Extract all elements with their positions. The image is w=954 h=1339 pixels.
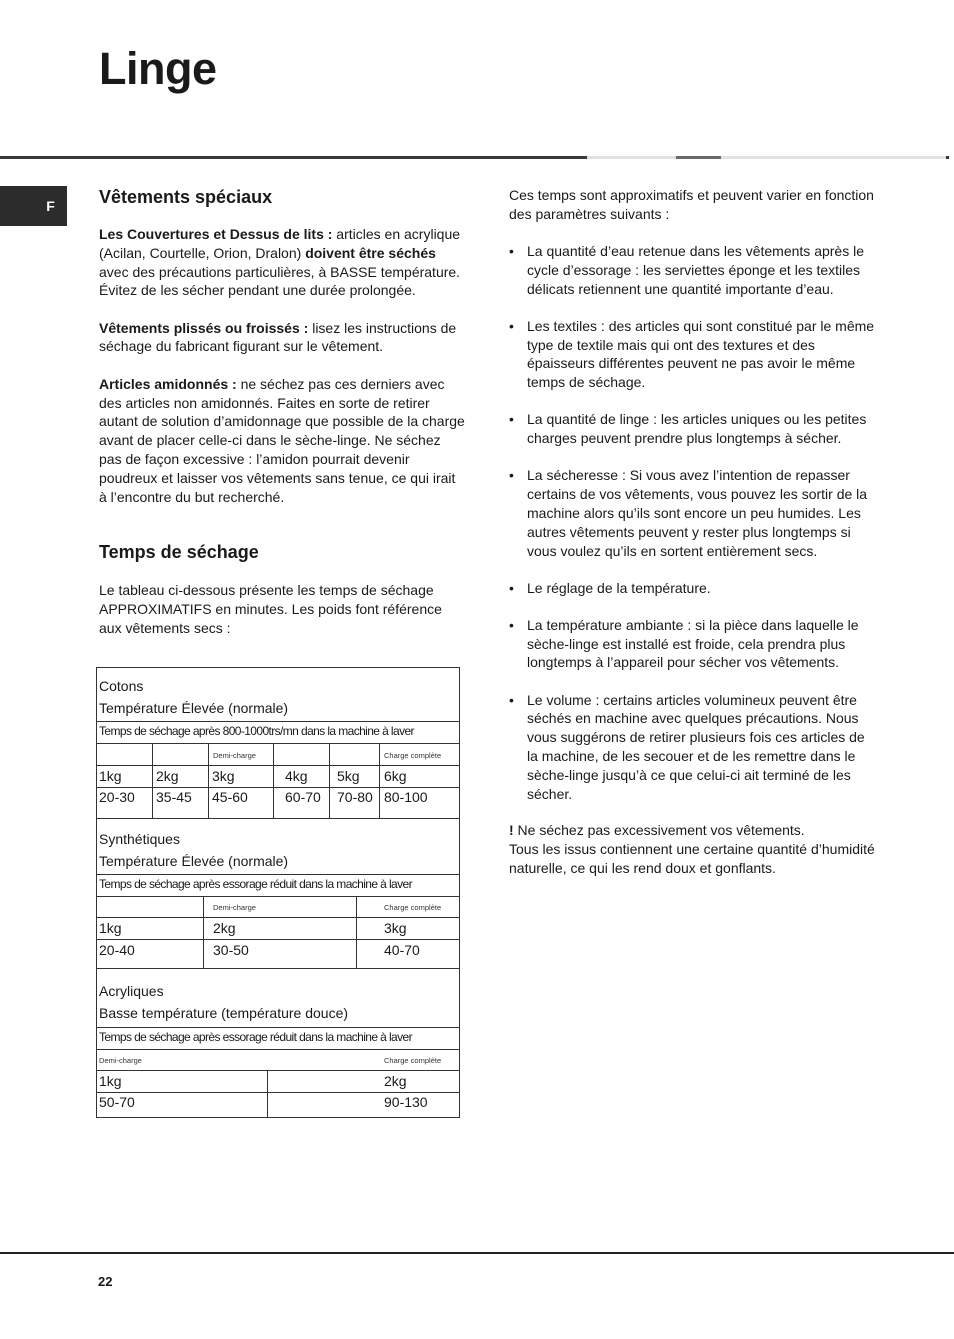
cotton-time: 45-60 bbox=[212, 789, 248, 805]
footer-rule bbox=[0, 1252, 954, 1254]
drying-time-table bbox=[96, 667, 460, 1118]
cotton-time: 70-80 bbox=[337, 789, 373, 805]
synthetic-time: 30-50 bbox=[213, 942, 249, 958]
list-item: • La quantité de linge : les articles uniques ou les petites charges peuvent prendre plus longtemps à sécher. bbox=[509, 410, 879, 448]
text-starched: ne séchez pas ces derniers avec des articles non amidonnés. Faites en sorte de retirer autant de solution d’amidonnage que possible de la charge avant de placer celle-ci dans le sèche-linge. Ne séchez pas de façon excessive : l’amidon pourrait devenir poudreux et laisser vos vêtements sans tenue, ce qui irait à l’encontre du but recherché. bbox=[99, 375, 465, 505]
cotton-half-load-label: Demi-charge bbox=[213, 751, 256, 760]
cotton-weight: 2kg bbox=[156, 768, 179, 784]
header-rule-mid bbox=[676, 156, 721, 159]
list-item: • La sécheresse : Si vous avez l’intention de repasser certains de vos vêtements, vous pouvez les sortir de la machine alors qu’ils sont encore un peu humides. Les autres vêtements peuvent y rester plus longtemps si vous voulez qu’ils en sortent entièrement secs. bbox=[509, 466, 879, 560]
cotton-time: 20-30 bbox=[99, 789, 135, 805]
list-item: • La quantité d’eau retenue dans les vêtements après le cycle d’essorage : les serviettes éponge et les textiles délicats retiennent une quantité importante d’eau. bbox=[509, 242, 879, 298]
acrylic-note: Temps de séchage après essorage réduit dans la machine à laver bbox=[99, 1030, 413, 1044]
list-item: • Le volume : certains articles volumineux peuvent être séchés en machine avec quelques précautions. Nous vous suggérons de retirer plusieurs fois ces articles de la machine, de les secouer et de les remettre dans le sèche-linge jusqu’à ce que celui-ci ait terminé de les sécher. bbox=[509, 691, 879, 804]
header-rule-light-2 bbox=[721, 156, 946, 159]
cotton-weight: 3kg bbox=[212, 768, 235, 784]
factors-list bbox=[509, 242, 879, 803]
left-column bbox=[99, 186, 465, 638]
col-divider bbox=[273, 743, 274, 818]
divider bbox=[97, 939, 459, 940]
acrylic-title: Acryliques bbox=[99, 983, 164, 999]
paragraph-drying-intro: Le tableau ci-dessous présente les temps de séchage APPROXIMATIFS en minutes. Les poids font référence aux vêtements secs : bbox=[99, 582, 442, 636]
label-must-dry: doivent être séchés bbox=[305, 244, 436, 261]
warning-explanation: Tous les issus contiennent une certaine quantité d’humidité naturelle, ce qui les rend doux et gonflants. bbox=[509, 841, 875, 877]
synthetic-time: 20-40 bbox=[99, 942, 135, 958]
divider bbox=[97, 1049, 459, 1050]
cotton-weight: 5kg bbox=[337, 768, 360, 784]
paragraph-starched bbox=[99, 375, 465, 507]
synthetic-weight: 1kg bbox=[99, 920, 122, 936]
list-item: • La température ambiante : si la pièce dans laquelle le sèche-linge est installé est froide, cela prendra plus longtemps à l’appareil pour sécher vos vêtements. bbox=[509, 616, 879, 672]
synthetic-title: Synthétiques bbox=[99, 831, 180, 847]
right-column bbox=[509, 186, 879, 878]
divider bbox=[97, 818, 459, 819]
section-heading-special-garments: Vêtements spéciaux bbox=[99, 187, 273, 207]
list-item: • Les textiles : des articles qui sont constitué par le même type de textile mais qui ont des textures et des épaisseurs différentes peuvent ne pas avoir le même temps de séchage. bbox=[509, 317, 879, 392]
acrylic-half-load-label: Demi-charge bbox=[99, 1056, 142, 1065]
divider bbox=[97, 1027, 459, 1028]
synthetic-weight: 2kg bbox=[213, 920, 236, 936]
synthetic-full-load-label: Charge complète bbox=[384, 903, 442, 912]
paragraph-blankets bbox=[99, 225, 465, 300]
cotton-weight: 4kg bbox=[285, 768, 308, 784]
acrylic-weight: 1kg bbox=[99, 1073, 122, 1089]
cotton-time: 80-100 bbox=[384, 789, 428, 805]
warning-icon: ! bbox=[509, 822, 514, 839]
header-rule bbox=[0, 156, 587, 159]
col-divider bbox=[152, 743, 153, 818]
cotton-note: Temps de séchage après 800-1000trs/mn dans la machine à laver bbox=[99, 724, 414, 738]
paragraph-factors-intro: Ces temps sont approximatifs et peuvent varier en fonction des paramètres suivants : bbox=[509, 187, 874, 222]
label-starched: Articles amidonnés : bbox=[99, 375, 237, 392]
cotton-time: 35-45 bbox=[156, 789, 192, 805]
label-blankets: Les Couvertures et Dessus de lits : bbox=[99, 226, 333, 242]
header-rule-dot bbox=[946, 156, 949, 159]
section-heading-drying-times: Temps de séchage bbox=[99, 542, 259, 563]
cotton-weight: 6kg bbox=[384, 768, 407, 784]
header-rule-light bbox=[587, 156, 676, 159]
list-item: • Le réglage de la température. bbox=[509, 579, 879, 598]
col-divider bbox=[267, 1070, 268, 1117]
acrylic-time: 50-70 bbox=[99, 1094, 135, 1110]
divider bbox=[97, 721, 459, 722]
divider bbox=[97, 1070, 459, 1071]
label-pleated: Vêtements plissés ou froissés : bbox=[99, 319, 309, 336]
text-pleated: lisez les instructions de séchage du fabricant figurant sur le vêtement. bbox=[99, 319, 457, 355]
acrylic-time: 90-130 bbox=[384, 1094, 428, 1110]
synthetic-weight: 3kg bbox=[384, 920, 407, 936]
col-divider bbox=[203, 896, 204, 968]
synthetic-time: 40-70 bbox=[384, 942, 420, 958]
divider bbox=[97, 968, 459, 969]
cotton-time: 60-70 bbox=[285, 789, 321, 805]
col-divider bbox=[208, 743, 209, 818]
text-blankets-a: articles en acrylique (Acilan, Courtelle, Orion, Dralon) bbox=[99, 226, 461, 261]
paragraph-pleated bbox=[99, 319, 465, 357]
acrylic-full-load-label: Charge complète bbox=[384, 1056, 442, 1065]
cotton-weight: 1kg bbox=[99, 768, 122, 784]
divider bbox=[97, 917, 459, 918]
cotton-full-load-label: Charge complète bbox=[384, 751, 442, 760]
synthetic-temperature: Température Élevée (normale) bbox=[99, 853, 289, 869]
divider bbox=[97, 874, 459, 875]
cotton-temperature: Température Élevée (normale) bbox=[99, 700, 289, 716]
cotton-title: Cotons bbox=[99, 678, 144, 694]
synthetic-half-load-label: Demi-charge bbox=[213, 903, 256, 912]
acrylic-temperature: Basse température (température douce) bbox=[99, 1005, 349, 1021]
acrylic-weight: 2kg bbox=[384, 1073, 407, 1089]
page-number: 22 bbox=[98, 1274, 113, 1289]
synthetic-note: Temps de séchage après essorage réduit dans la machine à laver bbox=[99, 877, 413, 891]
col-divider bbox=[379, 743, 380, 818]
warning-text: Ne séchez pas excessivement vos vêtements. bbox=[513, 822, 805, 839]
col-divider bbox=[356, 896, 357, 968]
page-title: Linge bbox=[99, 43, 217, 94]
language-tab: F bbox=[0, 186, 67, 226]
text-blankets-b: avec des précautions particulières, à BASSE température. Évitez de les sécher pendant une durée prolongée. bbox=[99, 263, 461, 299]
warning-note bbox=[509, 821, 879, 877]
divider bbox=[97, 896, 459, 897]
col-divider bbox=[329, 743, 330, 818]
